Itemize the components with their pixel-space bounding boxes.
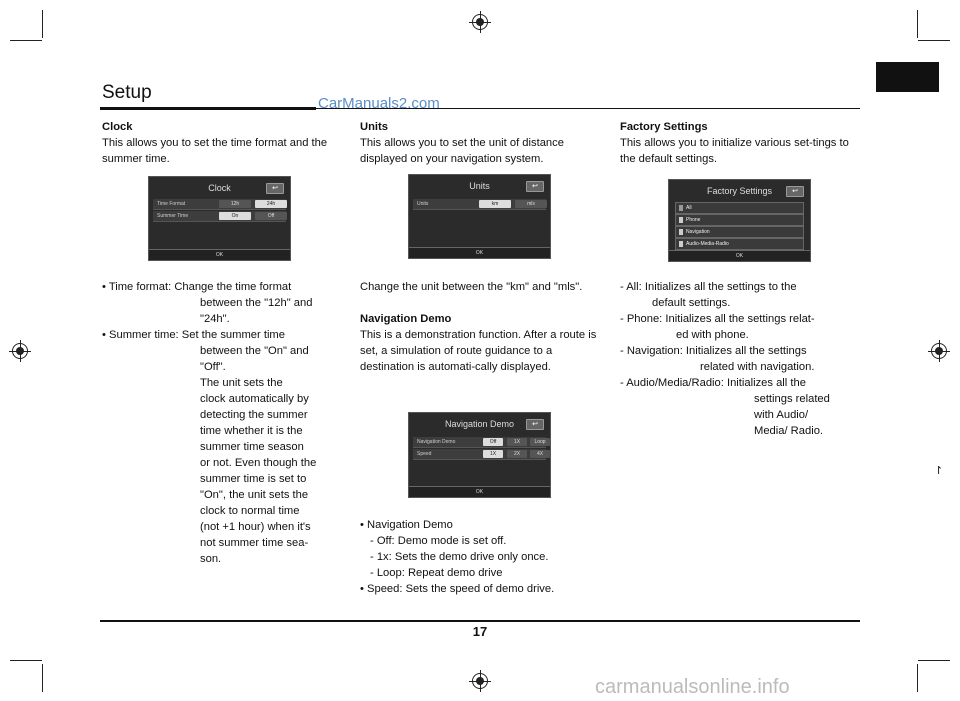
speed-row — [413, 449, 546, 460]
option-1x-speed-button[interactable]: 1X — [483, 450, 503, 458]
back-icon[interactable]: ↩ — [266, 183, 284, 194]
option-mls-button[interactable]: mls — [515, 200, 547, 208]
item-lead: - Navigation: — [620, 345, 683, 357]
factory-item-all-desc — [620, 279, 860, 295]
clock-bullets — [102, 279, 347, 567]
units-heading: Units — [360, 121, 388, 133]
bullet-cont: (not +1 hour) when it's — [200, 521, 311, 533]
title-rule — [100, 107, 316, 110]
page-number: 17 — [472, 624, 488, 639]
bullet-cont: The unit sets the — [200, 377, 283, 389]
checkbox-icon — [679, 241, 683, 247]
summer-time-label: Summer Time — [157, 213, 189, 219]
bullet-cont: not summer time sea- — [200, 537, 309, 549]
back-icon[interactable]: ↩ — [526, 419, 544, 430]
option-km-button[interactable]: km — [479, 200, 511, 208]
units-intro: This allows you to set the unit of distance displayed on your navigation system. — [360, 137, 564, 165]
item-text: Initializes all the — [726, 377, 806, 389]
item-cont: ed with phone. — [676, 329, 749, 341]
bullet-cont: son. — [200, 553, 222, 565]
factory-item-label: Audio-Media-Radio — [686, 241, 729, 247]
nav-demo-label: Navigation Demo — [417, 439, 456, 445]
units-after — [360, 279, 600, 375]
nav-demo-line: - 1x: Sets the demo drive only once. — [370, 551, 549, 563]
bullet-cont: "24h". — [200, 313, 230, 325]
clock-heading: Clock — [102, 121, 133, 133]
registration-mark-bottom-icon — [472, 673, 488, 689]
bullet-cont: time whether it is the — [200, 425, 303, 437]
factory-item-phone[interactable] — [675, 214, 804, 226]
bullet-cont: clock automatically by — [200, 393, 309, 405]
clock-column — [102, 119, 342, 167]
checkbox-icon — [679, 217, 683, 223]
option-2x-speed-button[interactable]: 2X — [507, 450, 527, 458]
item-lead: - Audio/Media/Radio: — [620, 377, 724, 389]
ok-button[interactable]: OK — [669, 250, 810, 261]
factory-item-navigation-desc — [620, 343, 860, 359]
bullet-cont: or not. Even though the — [200, 457, 317, 469]
ok-button[interactable]: OK — [409, 486, 550, 497]
bullet-cont: "On", the unit sets the — [200, 489, 309, 501]
item-text: Initializes all the settings to the — [644, 281, 797, 293]
item-text: Initializes all the settings relat- — [665, 313, 815, 325]
section-title: Setup — [102, 82, 152, 103]
factory-item-navigation[interactable] — [675, 226, 804, 238]
factory-item-audio-media-radio[interactable] — [675, 238, 804, 250]
checkbox-icon — [679, 229, 683, 235]
nav-demo-line: - Off: Demo mode is set off. — [370, 535, 507, 547]
nav-demo-line: - Loop: Repeat demo drive — [370, 567, 503, 579]
bullet-cont: between the "12h" and — [200, 297, 313, 309]
units-screen-title: Units — [469, 181, 490, 191]
registration-mark-right-icon — [931, 343, 947, 359]
spacer — [360, 295, 600, 311]
summer-time-row — [153, 211, 286, 222]
chapter-tab — [876, 62, 939, 92]
item-cont: default settings. — [652, 297, 731, 309]
nav-demo-line: • Speed: Sets the speed of demo drive. — [360, 583, 555, 595]
units-row — [413, 199, 546, 210]
bullet-cont: "Off". — [200, 361, 226, 373]
option-off-button[interactable]: Off — [483, 438, 503, 446]
clock-intro: This allows you to set the time format and the summer time. — [102, 137, 328, 165]
option-4x-speed-button[interactable]: 4X — [530, 450, 550, 458]
item-cont: related with navigation. — [700, 361, 815, 373]
nav-demo-heading: Navigation Demo — [360, 313, 452, 325]
bullet-lead: • Summer time: — [102, 329, 179, 341]
units-after-text: Change the unit between the "km" and "mls". — [360, 281, 583, 293]
item-cont: Media/ Radio. — [754, 425, 824, 437]
bullet-cont: between the "On" and — [200, 345, 309, 357]
nav-demo-intro: This is a demonstration function. After a route is set, a simulation of route guidance to a destination is automati-cally displayed. — [360, 329, 597, 373]
option-1x-button[interactable]: 1X — [507, 438, 527, 446]
time-format-row — [153, 199, 286, 210]
factory-item-all[interactable] — [675, 202, 804, 214]
bullet-cont: detecting the summer — [200, 409, 308, 421]
factory-screen-title: Factory Settings — [706, 186, 773, 196]
nav-demo-line: • Navigation Demo — [360, 519, 453, 531]
time-format-label: Time Format — [157, 201, 186, 207]
factory-screen — [668, 179, 811, 262]
nav-demo-screen-title: Navigation Demo — [444, 419, 515, 429]
bullet-cont: summer time is set to — [200, 473, 307, 485]
watermark-top: CarManuals2.com — [318, 95, 440, 112]
units-column — [360, 119, 600, 167]
factory-heading: Factory Settings — [620, 121, 708, 133]
registration-mark-left-icon — [12, 343, 28, 359]
option-on-button[interactable]: On — [219, 212, 251, 220]
option-24h-button[interactable]: 24h — [255, 200, 287, 208]
factory-item-label: All — [686, 205, 692, 211]
speed-label: Speed — [417, 451, 432, 457]
bullet-time-format — [102, 279, 347, 295]
nav-demo-lines — [360, 517, 605, 597]
back-icon[interactable]: ↩ — [526, 181, 544, 192]
clock-screen-title: Clock — [208, 183, 231, 193]
factory-item-phone-desc — [620, 311, 860, 327]
side-mark: ↾ — [934, 464, 944, 477]
ok-button[interactable]: OK — [149, 249, 290, 260]
nav-demo-screen — [408, 412, 551, 498]
item-cont: settings related — [754, 393, 830, 405]
option-off-button[interactable]: Off — [255, 212, 287, 220]
factory-item-label: Navigation — [686, 229, 710, 235]
ok-button[interactable]: OK — [409, 247, 550, 258]
nav-demo-row — [413, 437, 546, 448]
registration-mark-top-icon — [472, 14, 488, 30]
item-text: Initializes all the settings — [685, 345, 807, 357]
option-12h-button[interactable]: 12h — [219, 200, 251, 208]
units-label: Units — [417, 201, 429, 207]
watermark-bottom: carmanualsonline.info — [595, 676, 790, 698]
bullet-lead: • Time format: — [102, 281, 172, 293]
bullet-cont: clock to normal time — [200, 505, 300, 517]
factory-item-label: Phone — [686, 217, 701, 223]
checkbox-icon — [679, 205, 683, 211]
item-cont: with Audio/ — [754, 409, 809, 421]
bullet-summer-time — [102, 327, 347, 343]
factory-items — [620, 279, 860, 439]
bottom-rule — [100, 620, 860, 622]
back-icon[interactable]: ↩ — [786, 186, 804, 197]
factory-column — [620, 119, 855, 167]
factory-intro: This allows you to initialize various set-tings to the default settings. — [620, 137, 849, 165]
bullet-text: Change the time format — [174, 281, 292, 293]
factory-item-audio-desc — [620, 375, 860, 391]
item-lead: - Phone: — [620, 313, 663, 325]
bullet-cont: summer time season — [200, 441, 304, 453]
option-loop-button[interactable]: Loop — [530, 438, 550, 446]
item-lead: - All: — [620, 281, 642, 293]
clock-screen — [148, 176, 291, 261]
bullet-text: Set the summer time — [181, 329, 285, 341]
units-screen — [408, 174, 551, 259]
